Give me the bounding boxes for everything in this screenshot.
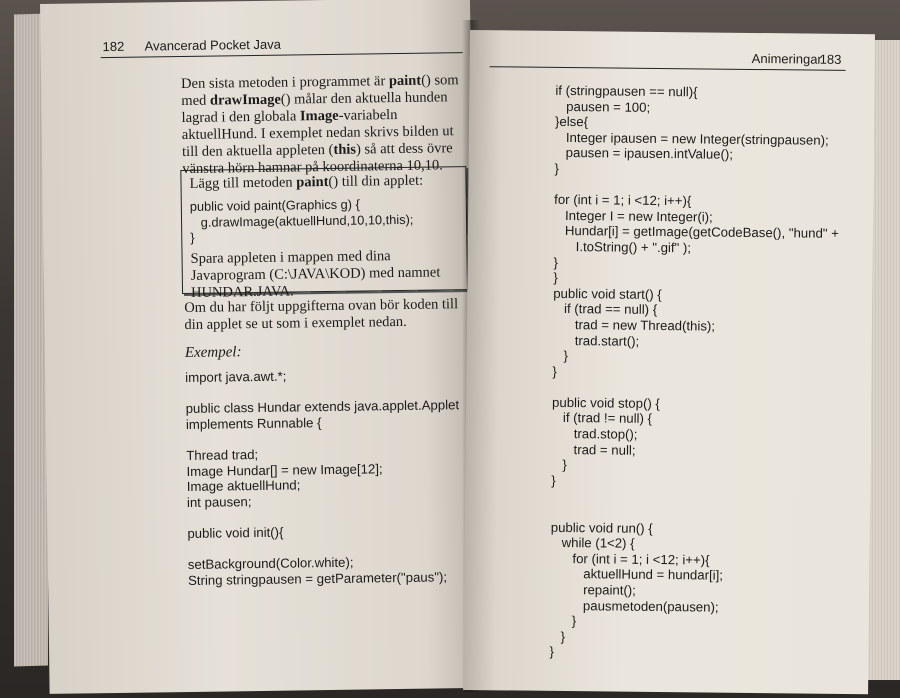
task-box bbox=[180, 166, 468, 301]
code-line: pausen = 100; bbox=[555, 98, 651, 115]
left-running-title: Avancerad Pocket Java bbox=[144, 36, 282, 54]
code-line: implements Runnable { bbox=[185, 414, 322, 432]
example-label: Exempel: bbox=[184, 344, 242, 362]
code-line: I.toString() + ".gif" ); bbox=[553, 238, 692, 256]
intro-text-5: ) så att dess övre vänstra hörn hamnar på koordinaterna 10,10. bbox=[182, 140, 453, 178]
code-line: public void run() { bbox=[550, 519, 653, 536]
code-line: Image Hundar[] = new Image[12]; bbox=[186, 460, 383, 479]
left-page-number: 182 bbox=[102, 38, 125, 55]
code-line: public class Hundar extends java.applet.Applet bbox=[185, 397, 460, 417]
code-line: } bbox=[551, 472, 556, 488]
code-line: setBackground(Color.white); bbox=[187, 554, 354, 573]
code-line: public void paint(Graphics g) { bbox=[189, 196, 360, 214]
intro-paragraph bbox=[181, 72, 464, 178]
intro-text-3: () målar den aktuella hunden lagrad i den globala bbox=[181, 89, 448, 127]
code-line: pausen = ipausen.intValue(); bbox=[554, 145, 734, 163]
code-line: aktuellHund = hundar[i]; bbox=[550, 566, 724, 584]
code-line: } bbox=[190, 230, 195, 246]
code-line: repaint(); bbox=[550, 581, 636, 598]
code-line: for (int i = 1; i <12; i++){ bbox=[554, 192, 692, 209]
code-line: public void init(){ bbox=[187, 524, 284, 541]
code-line: int pausen; bbox=[186, 493, 252, 510]
right-header-rule bbox=[490, 66, 846, 71]
intro-text-4: -variabeln aktuellHund. I exemplet nedan skrivs bilden ut till den aktuella appleten ( bbox=[181, 107, 454, 161]
code-line: Image aktuellHund; bbox=[186, 477, 301, 495]
task-instruction bbox=[189, 172, 459, 193]
code-line: String stringpausen = getParameter("paus"); bbox=[187, 569, 448, 588]
code-line: if (trad != null) { bbox=[551, 410, 653, 427]
code-line: if (stringpausen == null){ bbox=[555, 82, 698, 100]
task-lead: Lägg till metoden bbox=[189, 174, 297, 192]
code-line: pausmetoden(pausen); bbox=[549, 597, 719, 615]
task-code-block bbox=[190, 196, 414, 246]
left-page bbox=[40, 0, 480, 694]
code-line: public void start() { bbox=[553, 285, 662, 302]
intro-bold-paint: paint bbox=[388, 72, 422, 90]
right-page-number: 183 bbox=[819, 51, 842, 67]
code-line: } bbox=[553, 254, 559, 270]
right-code-listing bbox=[549, 83, 840, 663]
right-page bbox=[463, 30, 875, 694]
intro-text-1: Den sista metoden i programmet är bbox=[181, 73, 390, 93]
code-line: } bbox=[552, 363, 557, 379]
code-line: } bbox=[549, 613, 577, 629]
code-line: g.drawImage(aktuellHund,10,10,this); bbox=[189, 211, 414, 230]
code-line: Integer ipausen = new Integer(stringpausen); bbox=[554, 129, 829, 148]
code-line: Hundar[i] = getImage(getCodeBase(), "hund" + bbox=[553, 223, 839, 242]
code-line: } bbox=[552, 347, 569, 364]
intro-bold-this: this bbox=[333, 141, 357, 158]
code-line: Integer I = new Integer(i); bbox=[553, 207, 713, 225]
task-lead-end: () till din applet: bbox=[328, 172, 424, 190]
code-line: trad = null; bbox=[551, 441, 636, 458]
code-line: } bbox=[551, 457, 567, 473]
after-box-paragraph: Om du har följt uppgifterna ovan bör koden till din applet se ut som i exemplet nedan. bbox=[184, 296, 459, 334]
task-save-instruction: Spara appleten i mappen med dina Javaprogram (C:\JAVA\KOD) med namnet HUNDAR.JAVA. bbox=[190, 248, 441, 301]
code-line: if (trad == null) { bbox=[553, 301, 658, 318]
code-line: } bbox=[553, 270, 558, 286]
code-line: } bbox=[554, 160, 560, 176]
code-line: trad.start(); bbox=[552, 332, 640, 349]
intro-bold-image: Image bbox=[299, 107, 339, 125]
code-line: trad.stop(); bbox=[551, 425, 638, 442]
right-running-title: Animeringar bbox=[751, 50, 822, 67]
code-line: }else{ bbox=[554, 114, 589, 130]
left-code-listing bbox=[185, 366, 461, 588]
intro-text-2: () som med bbox=[181, 72, 459, 110]
code-line: } bbox=[549, 628, 566, 644]
code-line: for (int i = 1; i <12; i++){ bbox=[550, 550, 710, 568]
code-line: import java.awt.*; bbox=[185, 368, 287, 386]
code-line: } bbox=[549, 644, 554, 660]
code-line: Thread trad; bbox=[186, 446, 259, 463]
code-line: public void stop() { bbox=[552, 394, 660, 411]
code-line: while (1<2) { bbox=[550, 535, 635, 551]
intro-bold-drawimage: drawImage bbox=[209, 91, 281, 109]
code-line: trad = new Thread(this); bbox=[552, 316, 716, 334]
task-bold-paint: paint bbox=[296, 173, 329, 191]
